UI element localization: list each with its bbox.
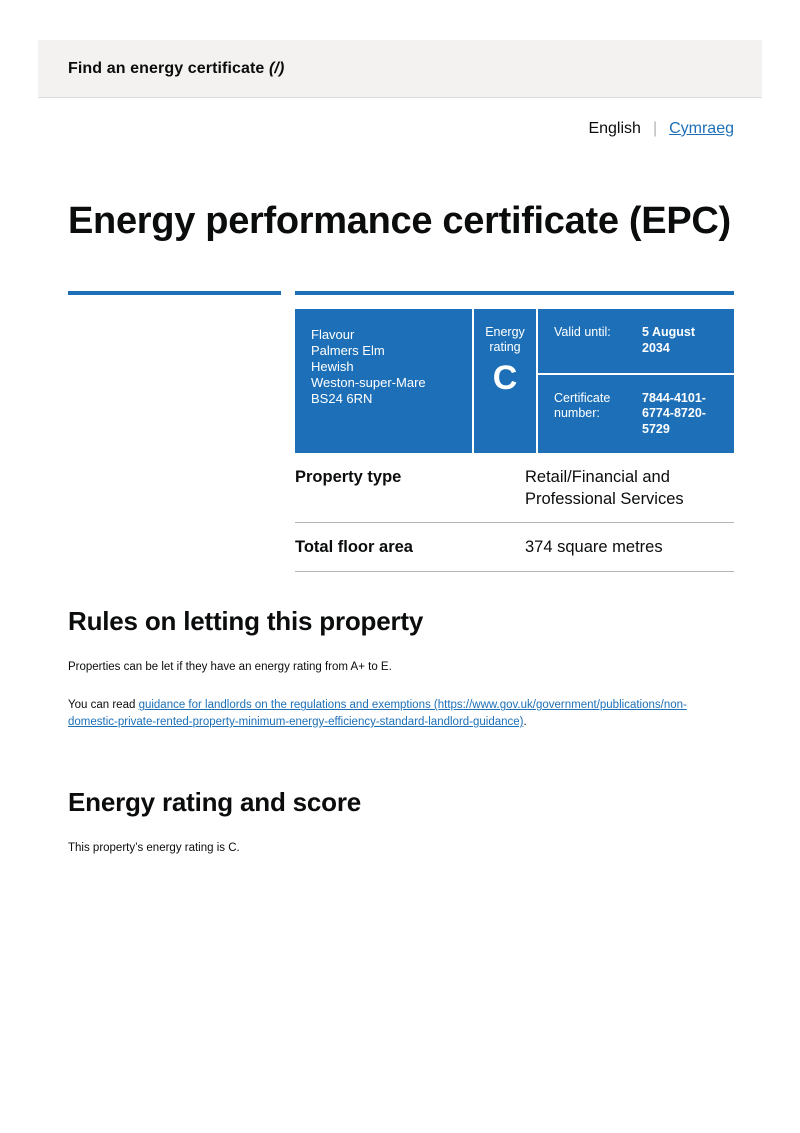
valid-until-value: 5 August 2034 [642,325,696,355]
landlord-guidance-paragraph [68,697,734,730]
energy-rating-letter: C [492,359,518,398]
energy-rating-heading: Energy rating and score [68,786,362,817]
property-type-label: Property type [295,468,402,487]
language-switcher [38,120,762,138]
language-current: English [588,120,641,137]
energy-rating-badge [472,309,536,453]
document-page [38,40,762,856]
guidance-suffix: . [523,716,527,729]
energy-rating-label-line2: rating [489,339,521,354]
service-name [68,60,284,78]
energy-rating-paragraph: This property’s energy rating is C. [68,841,240,854]
address-line: BS24 6RN [311,390,373,406]
certificate-number-label: Certificate number: [554,390,611,421]
service-path: (/) [268,59,285,77]
valid-until-label: Valid until: [554,325,611,340]
language-welsh-link[interactable]: Cymraeg [669,120,734,137]
valid-until-row [538,309,734,372]
certificate-summary [295,309,734,453]
summary-rules [68,291,734,295]
site-header [38,40,762,98]
summary-rule-right [295,291,734,295]
spacer [68,731,734,771]
certificate-number-value: 7844-4101-6774-8720-5729 [642,390,706,436]
landlord-guidance-link[interactable]: guidance for landlords on the regulations and exemptions (https://www.gov.uk/government/publications/non-domestic-private-rented-property-minimum-energy-efficiency-standard-landlord-guidance) [68,699,687,729]
address-line: Palmers Elm [311,343,385,359]
property-type-value: Retail/Financial and Professional Services [525,468,684,508]
total-floor-area-value: 374 square metres [525,538,663,557]
certificate-meta [536,309,734,453]
address-line: Hewish [311,359,354,375]
main-content [38,200,762,856]
table-row [295,523,734,571]
property-details [295,453,734,571]
table-row [295,453,734,523]
certificate-number-row [538,373,734,454]
property-address [295,309,472,453]
certificate-band [295,309,734,453]
total-floor-area-label: Total floor area [295,538,413,557]
guidance-prefix: You can read [68,699,139,712]
language-separator: | [652,120,658,137]
address-line: Weston-super-Mare [311,374,426,390]
summary-rule-left [68,291,281,295]
page-title: Energy performance certificate (EPC) [68,200,731,242]
service-name-text: Find an energy certificate [68,59,265,77]
letting-rules-heading: Rules on letting this property [68,605,424,636]
energy-rating-label-line1: Energy [485,325,525,340]
letting-rules-paragraph: Properties can be let if they have an energy rating from A+ to E. [68,660,392,673]
address-line: Flavour [311,327,355,343]
